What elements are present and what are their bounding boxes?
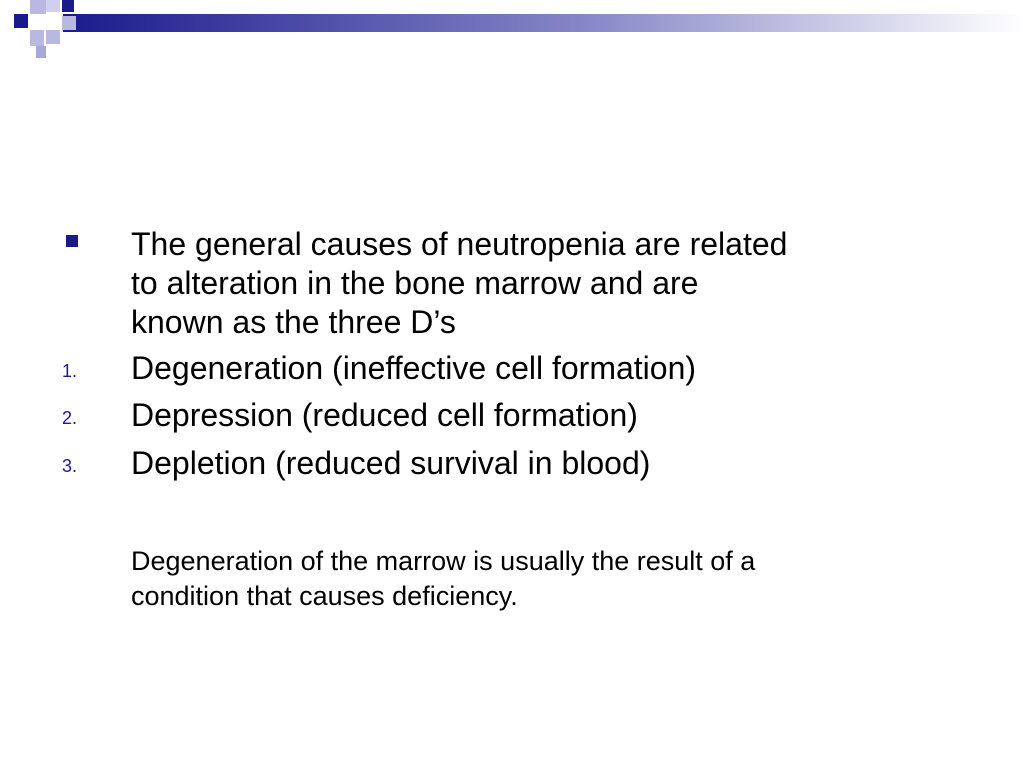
intro-line-2: to alteration in the bone marrow and are bbox=[131, 265, 699, 301]
list-item-text: Depression (reduced cell formation) bbox=[131, 397, 638, 433]
note-line-1: Degeneration of the marrow is usually the result of a bbox=[131, 546, 756, 576]
header-gradient-bar bbox=[63, 14, 1024, 32]
list-item-text: Depletion (reduced survival in blood) bbox=[131, 445, 651, 481]
list-number: 1. bbox=[62, 361, 78, 381]
deco-square-dark bbox=[62, 0, 74, 12]
deco-square-light bbox=[36, 46, 46, 58]
note-line-2: condition that causes deficiency. bbox=[131, 581, 518, 611]
deco-square-light bbox=[62, 16, 76, 30]
intro-line-3: known as the three D’s bbox=[131, 304, 456, 340]
square-bullet-icon bbox=[66, 235, 78, 247]
header-decoration bbox=[0, 0, 1024, 64]
deco-square-light bbox=[30, 0, 46, 14]
list-item bbox=[0, 396, 1024, 436]
intro-line-1: The general causes of neutropenia are related bbox=[131, 226, 788, 262]
list-number: 3. bbox=[62, 456, 78, 476]
deco-square-dark bbox=[14, 14, 28, 28]
deco-square-light bbox=[30, 30, 44, 46]
deco-square-light bbox=[46, 0, 60, 12]
list-item-text: Degeneration (ineffective cell formation) bbox=[131, 350, 697, 386]
list-item bbox=[0, 349, 1024, 389]
list-number: 2. bbox=[62, 408, 78, 428]
list-item bbox=[0, 444, 1024, 484]
deco-square-light bbox=[46, 30, 60, 44]
intro-bullet bbox=[0, 225, 1024, 345]
